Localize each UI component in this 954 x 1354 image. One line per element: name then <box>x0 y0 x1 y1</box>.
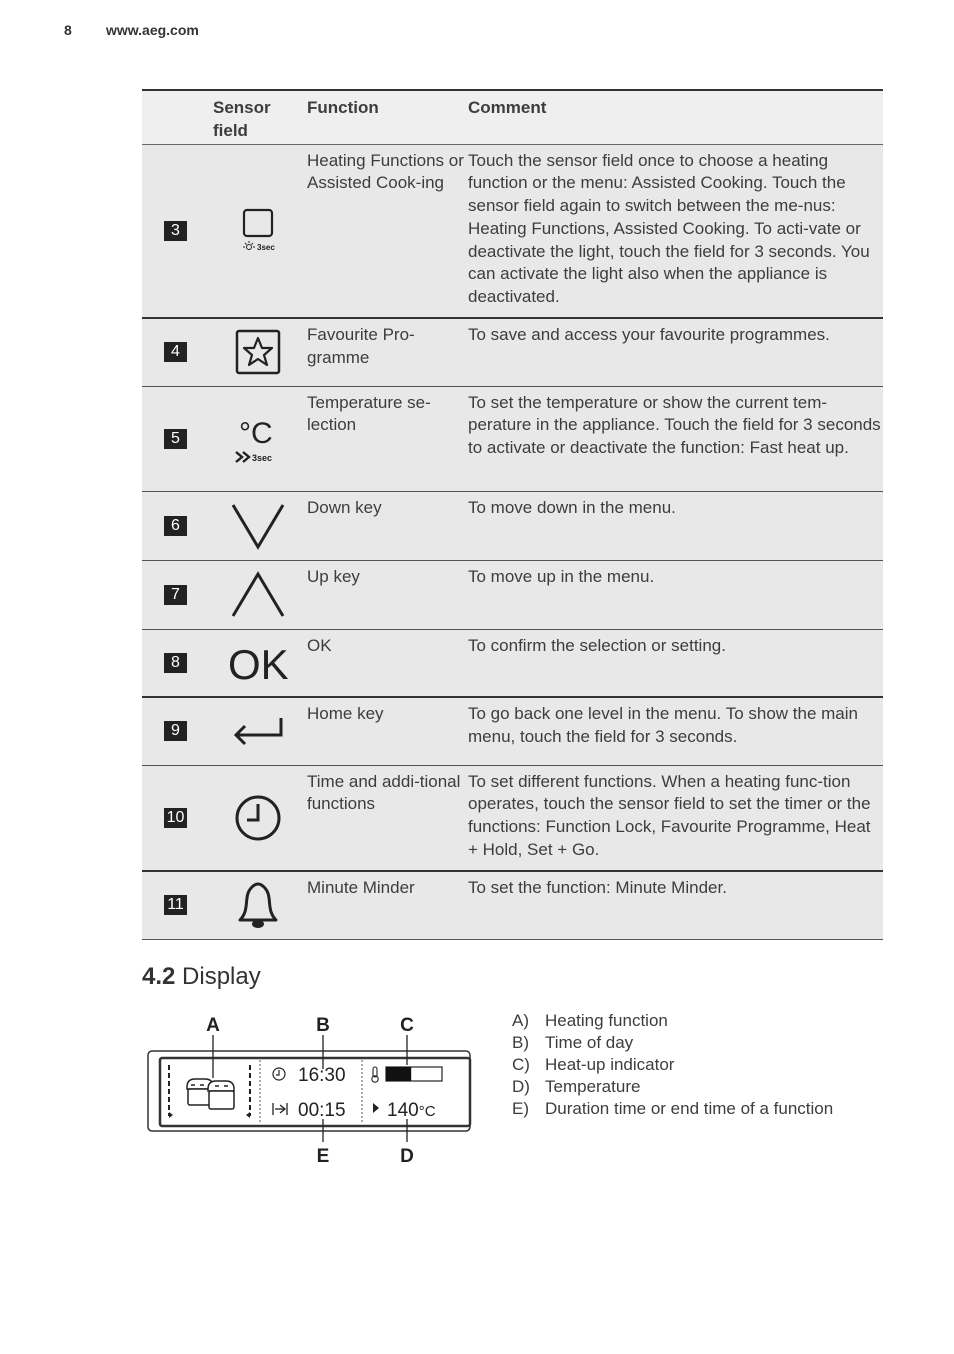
row-number: 11 <box>164 895 187 915</box>
table-header-row <box>142 90 883 144</box>
row-number: 3 <box>164 221 187 241</box>
function-cell: Temperature se-lection <box>307 392 431 435</box>
comment-cell: To set the function: Minute Minder. <box>468 878 727 898</box>
comment-cell: To save and access your favourite programmes. <box>468 325 830 345</box>
row-number: 8 <box>164 653 187 673</box>
row-number: 10 <box>164 808 187 828</box>
table-row <box>142 318 883 386</box>
celsius-icon <box>233 413 283 465</box>
svg-text:OK: OK <box>228 642 289 683</box>
header-function: Function <box>307 90 468 144</box>
sensor-field-table <box>142 89 883 940</box>
callout-e: E <box>316 1146 330 1167</box>
display-diagram <box>140 1012 480 1172</box>
section-heading <box>142 963 261 991</box>
list-item: D) Temperature <box>512 1077 641 1096</box>
comment-cell: To set the temperature or show the current tem-perature in the appliance. Touch the field for 3 seconds to activate or deactivate the function: Fast heat up. <box>468 392 881 458</box>
header-num <box>142 90 209 144</box>
callout-a: A <box>206 1015 220 1036</box>
temperature-value: 140°C <box>387 1100 436 1121</box>
svg-text:3sec: 3sec <box>252 452 273 463</box>
svg-text:3sec: 3sec <box>257 242 275 252</box>
clock-icon <box>234 794 282 842</box>
callout-d: D <box>400 1146 414 1167</box>
row-number: 5 <box>164 429 187 449</box>
list-item: B) Time of day <box>512 1033 634 1052</box>
function-cell: Down key <box>307 497 382 517</box>
table-row <box>142 491 883 560</box>
heatup-bar-fill <box>386 1067 411 1081</box>
page-header <box>64 22 199 38</box>
comment-cell: To move down in the menu. <box>468 497 676 517</box>
table-row <box>142 560 883 629</box>
function-cell: Minute Minder <box>307 878 415 898</box>
svg-text:°C: °C <box>239 416 273 450</box>
row-number: 9 <box>164 721 187 741</box>
time-of-day: 16:30 <box>298 1065 346 1086</box>
list-item: A) Heating function <box>512 1011 668 1030</box>
table-row <box>142 386 883 491</box>
header-comment: Comment <box>468 90 883 144</box>
list-item: C) Heat-up indicator <box>512 1055 675 1074</box>
function-cell: Up key <box>307 566 360 586</box>
duration-time: 00:15 <box>298 1100 346 1121</box>
row-number: 7 <box>164 585 187 605</box>
comment-cell: To set different functions. When a heating func-tion operates, touch the sensor field to set the timer or the functions: Function Lock, Favourite Programme, Heat + Hold, Set + Go. <box>468 771 871 859</box>
section-title: Display <box>182 963 261 990</box>
row-number: 4 <box>164 342 187 362</box>
display-legend <box>512 1010 833 1120</box>
function-cell: OK <box>307 635 332 655</box>
function-cell: Heating Functions or Assisted Cook-ing <box>307 150 464 193</box>
chevron-up-icon <box>230 571 286 619</box>
comment-cell: To move up in the menu. <box>468 566 655 586</box>
table-row <box>142 871 883 939</box>
callout-b: B <box>316 1015 330 1036</box>
table-row <box>142 144 883 318</box>
website-link[interactable]: www.aeg.com <box>106 22 199 38</box>
table-row <box>142 629 883 697</box>
header-sensor-field: Sensor field <box>209 90 307 144</box>
function-cell: Home key <box>307 704 384 724</box>
ok-icon <box>227 643 289 683</box>
list-item: E) Duration time or end time of a function <box>512 1099 834 1118</box>
comment-cell: To confirm the selection or setting. <box>468 635 726 655</box>
function-cell: Favourite Pro-gramme <box>307 325 415 367</box>
section-number: 4.2 <box>142 963 176 990</box>
comment-cell: Touch the sensor field once to choose a heating function or the menu: Assisted Cooking. Touch the sensor field again to switch between the me-nus: Heating Functions, Assisted Cooking. To acti-vate or deactivate the light, touch the field for 3 seconds. You can activate the light also when the appliance is deactivated. <box>468 150 870 307</box>
return-icon <box>231 715 285 747</box>
bell-icon <box>235 880 281 930</box>
page-number: 8 <box>64 22 72 38</box>
table-row <box>142 697 883 765</box>
chevron-down-icon <box>230 502 286 550</box>
callout-c: C <box>400 1015 414 1036</box>
light-square-icon <box>238 208 278 254</box>
comment-cell: To go back one level in the menu. To show the main menu, touch the field for 3 seconds. <box>468 704 858 746</box>
star-icon <box>234 328 282 376</box>
function-cell: Time and addi-tional functions <box>307 771 461 814</box>
table-row <box>142 765 883 871</box>
row-number: 6 <box>164 516 187 536</box>
